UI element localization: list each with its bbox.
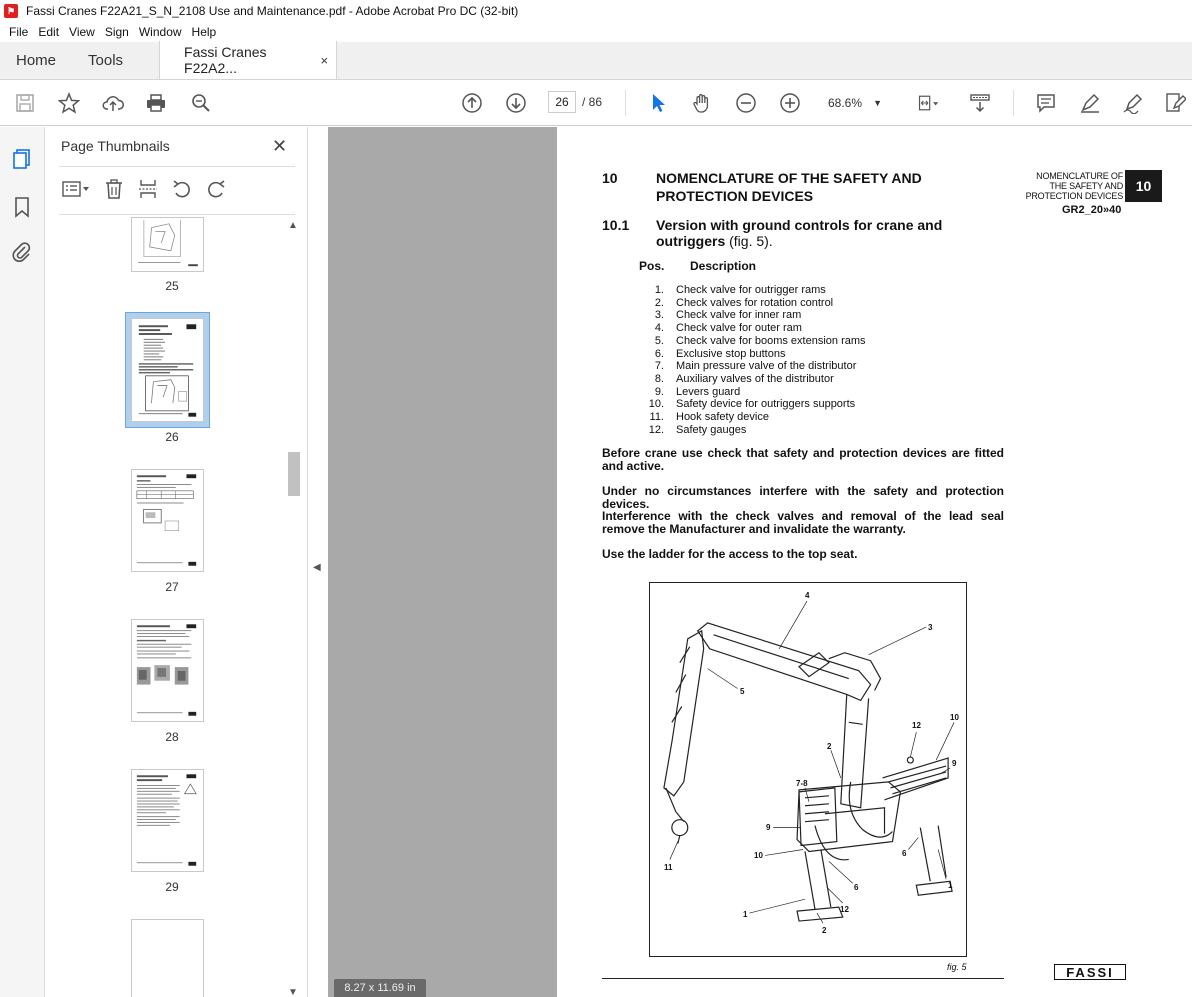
list-item (634, 297, 833, 310)
chapter-badge: 10 (1125, 170, 1162, 202)
column-pos: Pos. (639, 259, 665, 273)
thumbnail-page-selected[interactable] (131, 318, 204, 422)
attachments-icon[interactable] (10, 240, 34, 264)
window-title: Fassi Cranes F22A21_S_N_2108 Use and Maintenance.pdf - Adobe Acrobat Pro DC (32-bit) (26, 4, 519, 18)
side-header-line-3: PROTECTION DEVICES (1025, 191, 1123, 201)
bookmarks-icon[interactable] (10, 195, 34, 219)
panel-divider (59, 166, 295, 167)
zoom-level-select[interactable] (822, 92, 888, 114)
toolbar-separator (625, 90, 626, 116)
list-item-text: Check valve for outrigger rams (676, 284, 826, 296)
subsection-number: 10.1 (602, 217, 630, 233)
callout-label: 6 (902, 849, 907, 858)
warning-paragraph-1: Before crane use check that safety and protection devices are fitted and active. (602, 446, 1004, 473)
delete-page-icon[interactable] (101, 176, 127, 202)
menu-sign[interactable]: Sign (104, 25, 129, 39)
subsection-fig-ref: (fig. 5). (725, 233, 773, 249)
highlight-pen-icon[interactable] (1077, 90, 1103, 116)
callout-label: 12 (840, 905, 849, 914)
callout-label: 10 (754, 851, 763, 860)
bookmark-star-icon[interactable] (56, 90, 82, 116)
section-title (656, 169, 922, 205)
fassi-logo: FASSI (1054, 964, 1126, 980)
main-toolbar (0, 80, 1192, 126)
callout-label: 4 (805, 591, 810, 600)
thumbnail-label: 29 (165, 880, 179, 894)
tab-bar (0, 42, 1192, 80)
menu-edit[interactable]: Edit (38, 25, 60, 39)
list-item-text: Check valve for booms extension rams (676, 334, 866, 347)
list-item-text: Main pressure valve of the distributor (676, 360, 857, 373)
warning-paragraph-2: Under no circumstances interfere with the safety and protection devices. (602, 484, 1004, 511)
hand-tool-icon[interactable] (689, 90, 715, 116)
subsection-title (656, 217, 942, 249)
callout-label: 12 (912, 721, 921, 730)
page-thumbnails-panel (45, 127, 308, 997)
list-item-text: Levers guard (676, 385, 741, 398)
page-total: / 86 (582, 95, 603, 109)
side-header-line-2: THE SAFETY AND (1049, 181, 1123, 191)
menu-view[interactable]: View (69, 25, 95, 39)
list-item-number: 7. (654, 360, 664, 373)
list-item-number: 5. (654, 334, 664, 347)
callout-label: 2 (822, 926, 827, 935)
close-icon[interactable]: ✕ (272, 136, 288, 156)
left-navigation-rail (0, 127, 45, 997)
list-item-text: Exclusive stop buttons (676, 347, 786, 360)
acrobat-icon: ⚑ (4, 4, 18, 18)
scroll-down-icon[interactable]: ▼ (288, 987, 298, 997)
rotate-counterclockwise-icon[interactable] (169, 176, 195, 202)
upload-cloud-icon[interactable] (100, 90, 126, 116)
subsection-title-line-1: Version with ground controls for crane and (656, 217, 943, 233)
zoom-search-icon[interactable] (188, 90, 214, 116)
thumbnail-label: 28 (165, 730, 179, 744)
footer-rule (602, 978, 1004, 979)
thumbnail-page[interactable] (131, 217, 204, 272)
callout-label: 1 (948, 881, 953, 890)
list-item-number: 4. (654, 322, 664, 335)
section-number: 10 (602, 170, 618, 186)
warning-paragraph-4: Use the ladder for the access to the top seat. (602, 547, 858, 561)
print-icon[interactable] (143, 90, 169, 116)
tab-document[interactable] (159, 41, 337, 79)
zoom-level-value: 68.6% (828, 96, 863, 110)
tab-tools[interactable]: Tools (88, 51, 124, 69)
scroll-mode-icon[interactable] (967, 90, 993, 116)
callout-label: 7-8 (796, 779, 808, 788)
list-item-text: Check valve for outer ram (676, 322, 802, 335)
list-item (634, 335, 866, 348)
page-size-indicator: 8.27 x 11.69 in (334, 979, 426, 997)
menu-help[interactable]: Help (191, 25, 217, 39)
thumbnail-label: 26 (165, 430, 179, 444)
thumbnail-label: 25 (165, 279, 179, 293)
list-item-number: 1. (654, 284, 664, 296)
page-thumbnails-icon[interactable] (10, 147, 34, 171)
callout-label: 2 (827, 742, 832, 751)
callout-label: 9 (952, 759, 957, 768)
thumbnail-page[interactable] (131, 769, 204, 872)
page-fit-icon[interactable] (912, 90, 944, 116)
list-item (634, 411, 769, 424)
subsection-title-line-2: outriggers (656, 233, 726, 249)
document-viewport[interactable] (328, 127, 1192, 997)
tab-home[interactable]: Home (16, 51, 57, 69)
thumbnail-options-icon[interactable] (59, 176, 93, 202)
chevron-down-icon: ▼ (873, 98, 882, 108)
list-item (634, 373, 834, 386)
list-item (634, 424, 746, 437)
list-item-number: 8. (654, 372, 664, 385)
figure-caption: fig. 5 (947, 962, 967, 972)
section-title-line-2: PROTECTION DEVICES (656, 188, 814, 204)
list-item (634, 348, 785, 361)
side-header (1005, 171, 1123, 201)
callout-label: 3 (928, 623, 933, 632)
comment-icon[interactable] (1033, 90, 1059, 116)
callout-label: 11 (664, 863, 673, 872)
list-item-text: Auxiliary valves of the distributor (676, 372, 834, 385)
document-code: GR2_20»40 (1062, 204, 1122, 216)
thumbnail-scrollbar-thumb[interactable] (288, 452, 300, 496)
thumbnail-page[interactable] (131, 469, 204, 572)
insert-page-icon[interactable] (135, 176, 161, 202)
sign-pen-icon[interactable] (1120, 90, 1146, 116)
list-item-number: 2. (654, 296, 664, 309)
thumbnail-label: 27 (165, 580, 179, 594)
list-item-number: 6. (654, 347, 664, 360)
list-item-number: 10. (648, 398, 664, 411)
section-title-line-1: NOMENCLATURE OF THE SAFETY AND (656, 170, 922, 186)
list-item (634, 309, 801, 322)
list-item-number: 11. (649, 411, 664, 423)
list-item-number: 3. (654, 309, 664, 322)
list-item-text: Check valves for rotation control (676, 296, 834, 309)
thumbnail-page[interactable] (131, 619, 204, 722)
crane-figure (649, 582, 967, 957)
list-item-text: Safety gauges (676, 423, 747, 436)
list-item (634, 360, 856, 373)
tab-close-icon[interactable]: × (320, 52, 329, 68)
rotate-clockwise-icon[interactable] (203, 176, 229, 202)
panel-divider (59, 214, 295, 215)
list-item-text: Safety device for outriggers supports (676, 398, 856, 411)
callout-label: 6 (854, 883, 859, 892)
tab-document-label: Fassi Cranes F22A2... (184, 44, 267, 76)
list-item (634, 386, 740, 399)
list-item-number: 12. (648, 423, 664, 436)
list-item-number: 9. (654, 385, 664, 398)
list-item (634, 322, 802, 335)
list-item-text: Hook safety device (676, 411, 769, 423)
list-item (634, 284, 826, 297)
page-number-input[interactable]: 26 (548, 91, 576, 113)
panel-title: Page Thumbnails (61, 138, 170, 154)
menu-window[interactable]: Window (138, 25, 182, 39)
toolbar-separator (1013, 90, 1014, 116)
previous-page-icon[interactable] (459, 90, 485, 116)
next-page-icon[interactable] (503, 90, 529, 116)
callout-label: 5 (740, 687, 745, 696)
zoom-in-icon[interactable] (777, 90, 803, 116)
list-item-text: Check valve for inner ram (676, 309, 802, 322)
menu-file[interactable]: File (9, 25, 29, 39)
crane-illustration (650, 583, 966, 956)
column-description: Description (690, 259, 757, 273)
warning-paragraph-3: Interference with the check valves and removal of the lead seal remove the Manufacturer and invalidate the warranty. (602, 509, 1004, 536)
callout-label: 10 (950, 713, 959, 722)
zoom-out-icon[interactable] (733, 90, 759, 116)
pdf-page (557, 127, 1192, 997)
scroll-up-icon[interactable]: ▲ (288, 220, 298, 231)
callout-label: 1 (743, 910, 748, 919)
thumbnail-page[interactable] (131, 919, 204, 997)
title-bar (0, 0, 1192, 22)
save-icon[interactable] (12, 90, 38, 116)
select-cursor-icon[interactable] (645, 90, 671, 116)
thumbnail-list (59, 217, 285, 997)
menu-bar (0, 22, 1192, 42)
list-item (634, 398, 855, 411)
callout-label: 9 (766, 823, 771, 832)
edit-pdf-icon[interactable] (1162, 90, 1188, 116)
thumbnail-tools (59, 174, 295, 204)
collapse-panel-icon[interactable]: ◀ (313, 562, 321, 573)
side-header-line-1: NOMENCLATURE OF (1036, 171, 1123, 181)
